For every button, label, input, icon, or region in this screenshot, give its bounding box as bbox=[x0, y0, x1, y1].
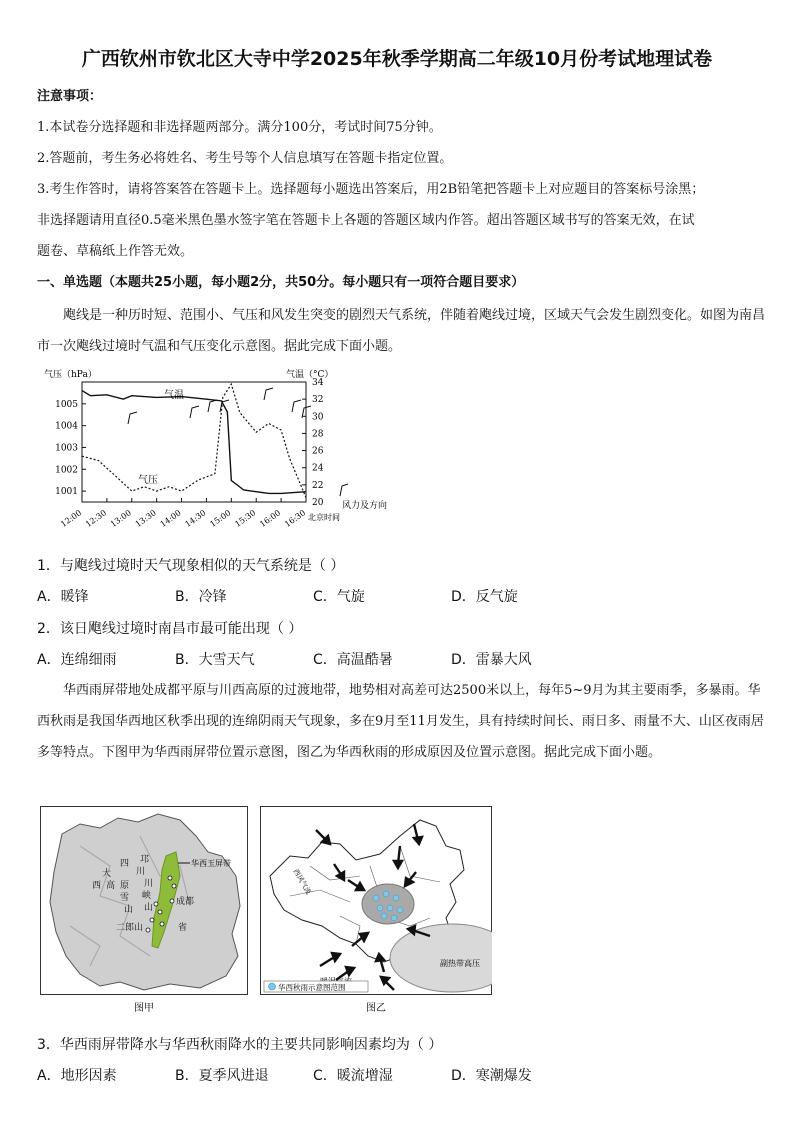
chart-x-tick-label: 16:00 bbox=[258, 508, 283, 529]
chart-wind-barb bbox=[190, 406, 199, 418]
page-title: 广西钦州市钦北区大寺中学2025年秋季学期高二年级10月份考试地理试卷 bbox=[81, 48, 713, 70]
chart-right-tick-label: 20 bbox=[312, 498, 324, 508]
chart-x-tick-label: 13:30 bbox=[133, 508, 158, 529]
map-a-label-si: 四 bbox=[120, 859, 130, 869]
map-a-rain-screen-belt bbox=[40, 806, 248, 1018]
map-b-subtropical-high-label: 副热带高压 bbox=[440, 959, 480, 968]
chart-x-tick-label: 12:00 bbox=[59, 508, 84, 529]
chart-wind-barb bbox=[264, 388, 273, 400]
chart-wind-legend-label: 风力及方向 bbox=[342, 501, 388, 511]
map-a-label-da: 大 bbox=[102, 869, 112, 879]
chart-right-tick-label: 22 bbox=[312, 480, 324, 491]
map-a-label-shan-1: 山 bbox=[124, 905, 134, 915]
map-a-label-xue: 雪 bbox=[120, 893, 130, 903]
chart-wind-barb bbox=[208, 400, 217, 412]
map-a-label-shan-2: 山 bbox=[144, 903, 154, 913]
chart-left-tick-label: 1002 bbox=[55, 465, 78, 476]
chart-wind-barb bbox=[128, 412, 137, 424]
chart-x-tick-label: 14:30 bbox=[183, 508, 208, 529]
chart-series-label-pressure: 气压 bbox=[138, 475, 158, 486]
chart-plot-frame bbox=[82, 382, 306, 502]
chart-left-axis-label: 气压（hPa） bbox=[44, 370, 97, 380]
chart-left-tick-label: 1003 bbox=[55, 443, 78, 454]
question-2-option-b: B．大雪天气 bbox=[175, 652, 255, 668]
question-1-option-c: C．气旋 bbox=[313, 589, 365, 605]
chart-wind-legend-barb bbox=[340, 484, 348, 496]
notice-heading: 注意事项： bbox=[37, 89, 103, 104]
map-a-label-chengdu: 成都 bbox=[176, 897, 195, 907]
chart-x-axis-label: 北京时间 bbox=[308, 513, 340, 522]
chart-x-tick-label: 13:00 bbox=[108, 508, 133, 529]
notice-item-3-line-2: 非选择题请用直径0.5毫米黑色墨水签字笔在答题卡上各题的答题区域内作答。超出答题区域书写的答案无效，在试 bbox=[37, 213, 695, 228]
map-a-label-qiong: 邛 bbox=[140, 855, 150, 865]
question-1-option-b: B．冷锋 bbox=[175, 589, 227, 605]
passage-west-china-rain: 华西雨屏带地处成都平原与川西高原的过渡地带，地势相对高差可达2500米以上，每年5~9月为其主要雨季，多暴雨。华西秋雨是我国华西地区秋季出现的连绵阴雨天气现象，多在9月至11月发生，具有持续时间长、雨日多、雨量不大、山区夜雨居多等特点。下图甲为华西雨屏带位置示意图，图乙为华西秋雨的形成原因及位置示意图。据此完成下面小题。 bbox=[37, 683, 764, 760]
notice-item-3-line-3: 题卷、草稿纸上作答无效。 bbox=[37, 244, 194, 259]
notice-item-1: 1.本试卷分选择题和非选择题两部分。满分100分，考试时间75分钟。 bbox=[37, 120, 442, 135]
map-b-west-air-label: 西风气流 bbox=[291, 867, 313, 896]
chart-left-tick-label: 1001 bbox=[55, 487, 78, 498]
chart-x-tick-label: 15:00 bbox=[208, 508, 233, 529]
map-a-label-chuan-2: 川 bbox=[144, 879, 154, 889]
map-b-legend: 华西秋雨示意图范围 bbox=[278, 983, 346, 992]
question-3-stem: 3．华西雨屏带降水与华西秋雨降水的主要共同影响因素均为（ ） bbox=[37, 1037, 443, 1053]
map-a-label-yuan: 原 bbox=[120, 881, 130, 891]
map-a-caption: 图甲 bbox=[134, 1003, 154, 1014]
chart-right-tick-label: 34 bbox=[312, 378, 324, 388]
question-2-option-c: C．高温酷暑 bbox=[313, 652, 393, 668]
chart-series-line-1 bbox=[82, 384, 306, 497]
notice-item-3-line-1: 3.考生作答时，请将答案答在答题卡上。选择题每小题选出答案后，用2B铅笔把答题卡上对应题目的答案标号涂黑； bbox=[37, 182, 705, 197]
chart-x-tick-label: 16:30 bbox=[283, 508, 308, 529]
chart-series-label-temperature: 气温 bbox=[164, 390, 184, 401]
map-a-label-gao: 高 bbox=[106, 881, 116, 891]
question-2-stem: 2．该日飑线过境时南昌市最可能出现（ ） bbox=[37, 621, 303, 637]
chart-x-tick-label: 14:00 bbox=[158, 508, 183, 529]
chart-x-tick-label: 15:30 bbox=[233, 508, 258, 529]
chart-wind-barb bbox=[292, 400, 301, 412]
question-3-options bbox=[37, 1065, 737, 1085]
chart-right-tick-label: 28 bbox=[312, 429, 324, 440]
question-1-options bbox=[37, 586, 737, 606]
notice-item-2: 2.答题前，考生务必将姓名、考生号等个人信息填写在答题卡指定位置。 bbox=[37, 151, 453, 166]
chart-right-axis-label: 气温（°C） bbox=[286, 370, 334, 380]
question-2-option-d: D．雷暴大风 bbox=[451, 652, 532, 668]
chart-left-tick-label: 1004 bbox=[55, 421, 78, 432]
chart-right-tick-label: 30 bbox=[312, 412, 324, 423]
question-1-stem: 1．与飑线过境时天气现象相似的天气系统是（ ） bbox=[37, 558, 345, 574]
map-b-autumn-rain bbox=[260, 806, 492, 1018]
question-1-option-a: A．暖锋 bbox=[37, 589, 89, 605]
map-a-label-sheng: 省 bbox=[178, 923, 188, 933]
chart-right-tick-label: 26 bbox=[312, 446, 324, 457]
map-b-caption: 图乙 bbox=[366, 1003, 386, 1014]
section-heading: 一、单选题（本题共25小题，每小题2分，共50分。每小题只有一项符合题目要求） bbox=[37, 275, 525, 290]
question-1-option-d: D．反气旋 bbox=[451, 589, 518, 605]
passage-squall-line: 飑线是一种历时短、范围小、气压和风发生突变的剧烈天气系统，伴随着飑线过境，区域天气会发生剧烈变化。如图为南昌市一次飑线过境时气温和气压变化示意图。据此完成下面小题。 bbox=[37, 308, 766, 354]
map-a-band-label: 华西玉屏带 bbox=[191, 859, 231, 868]
map-a-label-erlangshan: 二郎山 bbox=[116, 923, 144, 933]
squall-line-chart bbox=[40, 366, 420, 530]
map-a-label-xi: 西 bbox=[92, 881, 102, 891]
chart-left-tick-label: 1005 bbox=[55, 399, 78, 410]
chart-series-line-0 bbox=[82, 391, 306, 494]
chart-right-tick-label: 32 bbox=[312, 395, 324, 406]
question-3-option-a: A．地形因素 bbox=[37, 1068, 117, 1084]
question-3-option-b: B．夏季风进退 bbox=[175, 1068, 269, 1084]
chart-right-tick-label: 24 bbox=[312, 463, 324, 474]
chart-x-tick-label: 12:30 bbox=[83, 508, 109, 529]
map-a-label-xia: 峡 bbox=[142, 891, 152, 901]
question-2-option-a: A．连绵细雨 bbox=[37, 652, 117, 668]
map-a-label-chuan-1: 川 bbox=[136, 867, 146, 877]
question-2-options bbox=[37, 649, 737, 669]
question-3-option-c: C．暖流增湿 bbox=[313, 1068, 393, 1084]
question-3-option-d: D．寒潮爆发 bbox=[451, 1068, 532, 1084]
